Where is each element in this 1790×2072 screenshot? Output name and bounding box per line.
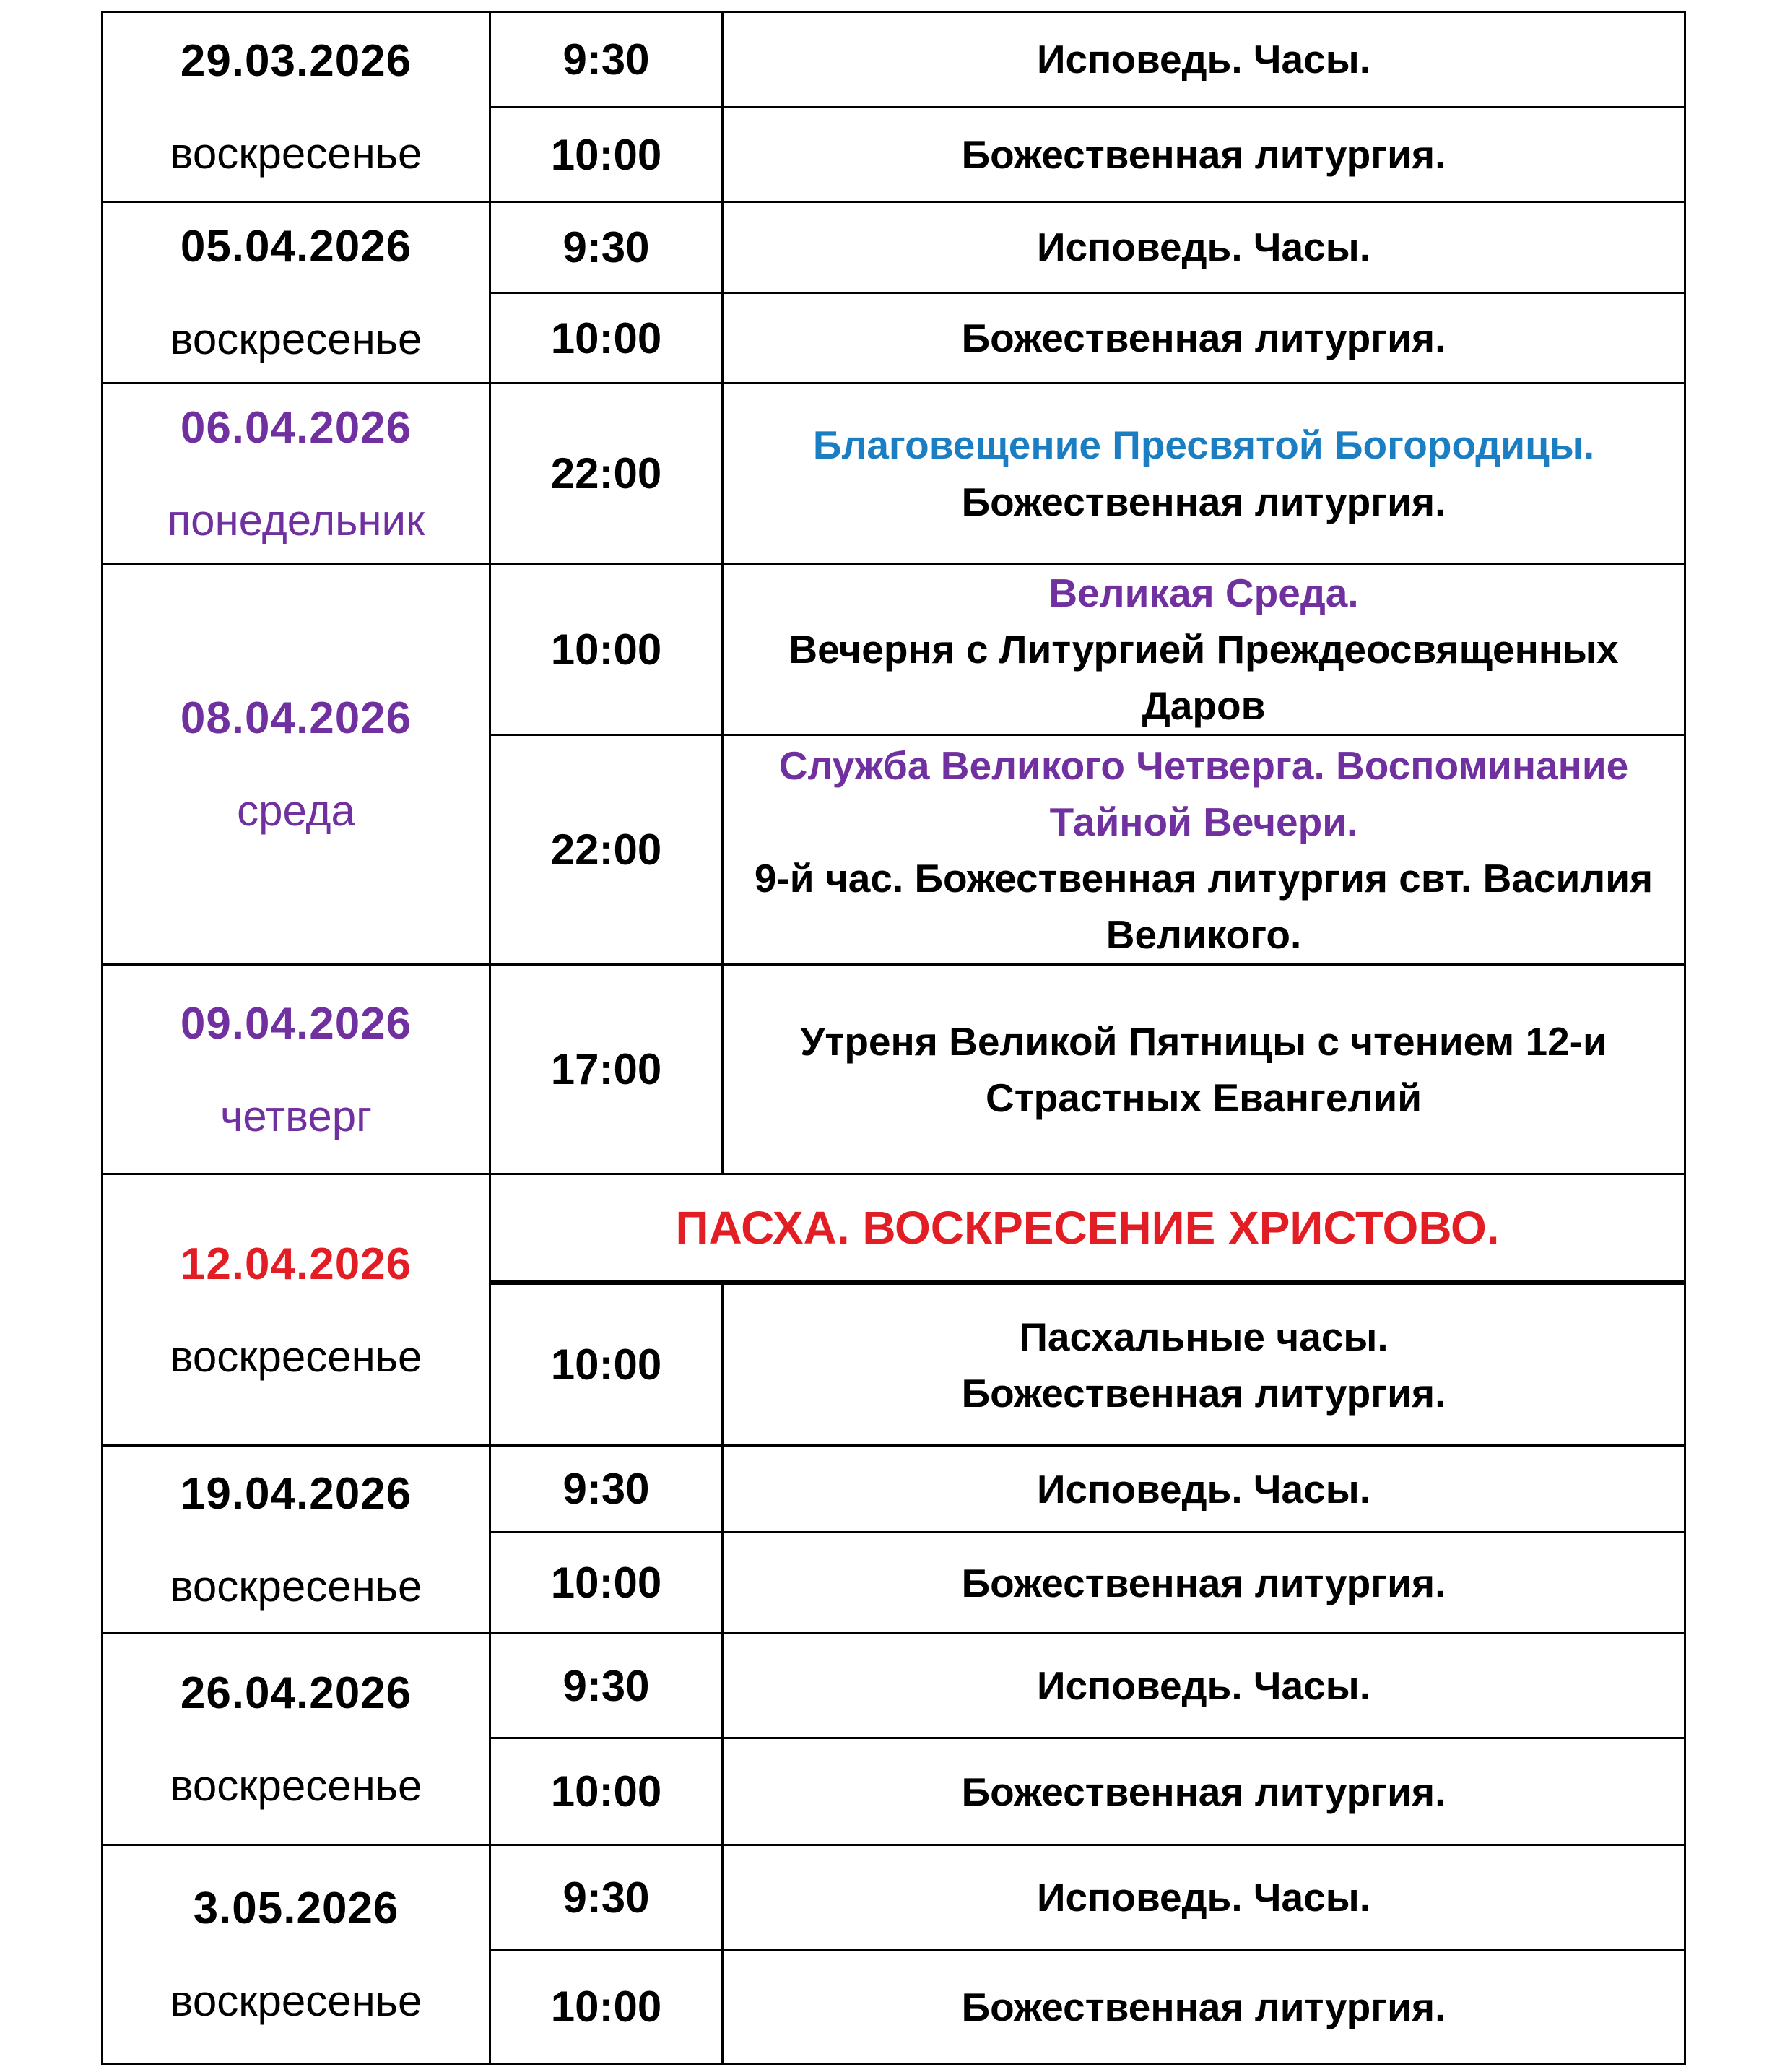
service-line: 9-й час. Божественная литургия свт. Василия Великого. (754, 855, 1654, 957)
schedule-row (103, 383, 1685, 564)
day-label: воскресенье (170, 1761, 422, 1811)
time-cell: 10:00 (490, 1283, 723, 1446)
time-cell: 9:30 (490, 1845, 723, 1950)
service-line: Божественная литургия. (961, 131, 1446, 177)
day-label: воскресенье (170, 1561, 422, 1611)
time-cell: 9:30 (490, 1446, 723, 1533)
day-label: воскресенье (170, 1977, 422, 2026)
service-line: Пасхальные часы. (1019, 1314, 1389, 1359)
feast-title-line: Благовещение Пресвятой Богородицы. (812, 422, 1595, 468)
date-cell (103, 1174, 490, 1446)
service-cell (723, 1533, 1685, 1634)
service-line: Исповедь. Часы. (1037, 37, 1370, 82)
time-cell: 10:00 (490, 1738, 723, 1845)
time-cell: 22:00 (490, 735, 723, 965)
date-label: 05.04.2026 (180, 222, 412, 272)
pascha-banner: ПАСХА. ВОСКРЕСЕНИЕ ХРИСТОВО. (490, 1174, 1685, 1283)
service-cell (723, 735, 1685, 965)
schedule-row (103, 1634, 1685, 1738)
date-label: 12.04.2026 (180, 1239, 412, 1289)
schedule-row (103, 965, 1685, 1174)
time-cell: 10:00 (490, 293, 723, 383)
service-cell (723, 965, 1685, 1174)
schedule-row (103, 564, 1685, 735)
time-cell: 9:30 (490, 12, 723, 108)
service-line: Исповедь. Часы. (1037, 1663, 1370, 1709)
service-line: Божественная литургия. (961, 1560, 1446, 1605)
day-label: среда (237, 786, 355, 836)
day-label: воскресенье (170, 1332, 422, 1381)
day-label: понедельник (167, 495, 425, 545)
service-cell (723, 108, 1685, 202)
date-label: 06.04.2026 (180, 402, 412, 453)
service-cell (723, 1845, 1685, 1950)
date-cell (103, 1634, 490, 1845)
service-cell (723, 1446, 1685, 1533)
service-line: Божественная литургия. (961, 315, 1446, 360)
date-label: 29.03.2026 (180, 36, 412, 86)
service-cell (723, 1950, 1685, 2064)
date-cell (103, 202, 490, 383)
date-cell (103, 1845, 490, 2064)
service-line: Божественная литургия. (961, 1984, 1446, 2029)
feast-title-line: Великая Среда. (1048, 571, 1359, 615)
date-label: 08.04.2026 (180, 693, 412, 744)
service-line: Божественная литургия. (961, 1769, 1446, 1814)
service-line: Божественная литургия. (961, 479, 1446, 524)
service-line: Утреня Великой Пятницы с чтением 12-и Страстных Евангелий (800, 1018, 1607, 1120)
service-line: Исповедь. Часы. (1037, 1466, 1370, 1512)
service-cell (723, 1738, 1685, 1845)
service-cell (723, 202, 1685, 293)
date-cell (103, 1446, 490, 1634)
date-label: 09.04.2026 (180, 998, 412, 1049)
date-cell (103, 965, 490, 1174)
service-line: Исповедь. Часы. (1037, 1875, 1370, 1920)
schedule-row (103, 12, 1685, 108)
time-cell: 10:00 (490, 1950, 723, 2064)
time-cell: 22:00 (490, 383, 723, 564)
time-cell: 9:30 (490, 1634, 723, 1738)
schedule-row (103, 1174, 1685, 1283)
schedule-row (103, 202, 1685, 293)
schedule-row (103, 1446, 1685, 1533)
service-cell (723, 12, 1685, 108)
time-cell: 10:00 (490, 1533, 723, 1634)
day-label: воскресенье (170, 315, 422, 363)
time-cell: 9:30 (490, 202, 723, 293)
date-label: 26.04.2026 (180, 1668, 412, 1719)
schedule-table (101, 11, 1686, 2065)
date-cell (103, 564, 490, 965)
day-label: воскресенье (170, 129, 422, 178)
service-line: Вечерня с Литургией Преждеосвященных Даров (788, 627, 1619, 729)
schedule-row (103, 1845, 1685, 1950)
time-cell: 17:00 (490, 965, 723, 1174)
time-cell: 10:00 (490, 564, 723, 735)
day-label: четверг (220, 1091, 372, 1140)
service-cell (723, 383, 1685, 564)
time-cell: 10:00 (490, 108, 723, 202)
date-label: 3.05.2026 (193, 1884, 399, 1934)
service-cell (723, 293, 1685, 383)
service-line: Исповедь. Часы. (1037, 225, 1370, 270)
feast-title-line: Служба Великого Четверга. Воспоминание Тайной Вечери. (778, 742, 1629, 844)
date-cell (103, 12, 490, 202)
schedule-sheet (101, 11, 1684, 2065)
date-cell (103, 383, 490, 564)
service-cell (723, 1283, 1685, 1446)
service-cell (723, 1634, 1685, 1738)
date-label: 19.04.2026 (180, 1468, 412, 1519)
service-cell (723, 564, 1685, 735)
service-line: Божественная литургия. (961, 1370, 1446, 1416)
